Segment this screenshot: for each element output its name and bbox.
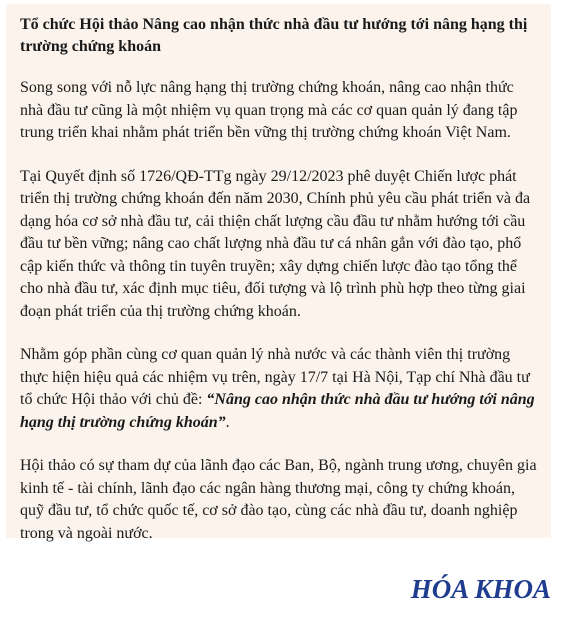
paragraph-3: [20, 344, 539, 434]
paragraph-3-end: .: [225, 413, 230, 431]
article-title: Tổ chức Hội thảo Nâng cao nhận thức nhà đầu tư hướng tới nâng hạng thị trường chứng khoán: [20, 16, 528, 55]
paragraph-3-lead: Nhằm góp phần cùng cơ quan quản lý nhà nước và các thành viên thị trường thực hiện hiệu quả các nhiệm vụ trên, ngày 17/7 tại Hà Nội, Tạp chí Nhà đầu tư tổ chức Hội thảo với chủ đề:: [20, 346, 530, 408]
paragraph-4: Hội thảo có sự tham dự của lãnh đạo các Ban, Bộ, ngành trung ương, chuyên gia kinh tế - tài chính, lãnh đạo các ngân hàng thương mại, công ty chứng khoán, quỹ đầu tư, tổ chức quốc tế, cơ sở đào tạo, cùng các nhà đầu tư, doanh nghiệp trong và ngoài nước.: [20, 457, 537, 542]
paragraph-1: Song song với nỗ lực nâng hạng thị trường chứng khoán, nâng cao nhận thức nhà đầu tư cũng là một nhiệm vụ quan trọng mà các cơ quan quản lý đang tập trung triển khai nhằm phát triển bền vững thị trường chứng khoán Việt Nam.: [20, 79, 518, 141]
paragraph-2: Tại Quyết định số 1726/QĐ-TTg ngày 29/12/2023 phê duyệt Chiến lược phát triển thị trường chứng khoán đến năm 2030, Chính phủ yêu cầu phát triển và đa dạng hóa cơ sở nhà đầu tư, cải thiện chất lượng cầu đầu tư nhằm hướng tới cầu đầu tư bền vững; nâng cao chất lượng nhà đầu tư cá nhân gắn với đào tạo, phổ cập kiến thức và thông tin tuyên truyền; xây dựng chiến lược đào tạo tổng thể cho nhà đầu tư, xác định mục tiêu, đối tượng và lộ trình phù hợp theo từng giai đoạn phát triển của thị trường chứng khoán.: [20, 167, 531, 320]
author-byline: HÓA KHOA: [410, 574, 551, 604]
seminar-theme-quote: “Nâng cao nhận thức nhà đầu tư hướng tới nâng hạng thị trường chứng khoán”: [20, 391, 535, 431]
article-box: [6, 4, 551, 542]
